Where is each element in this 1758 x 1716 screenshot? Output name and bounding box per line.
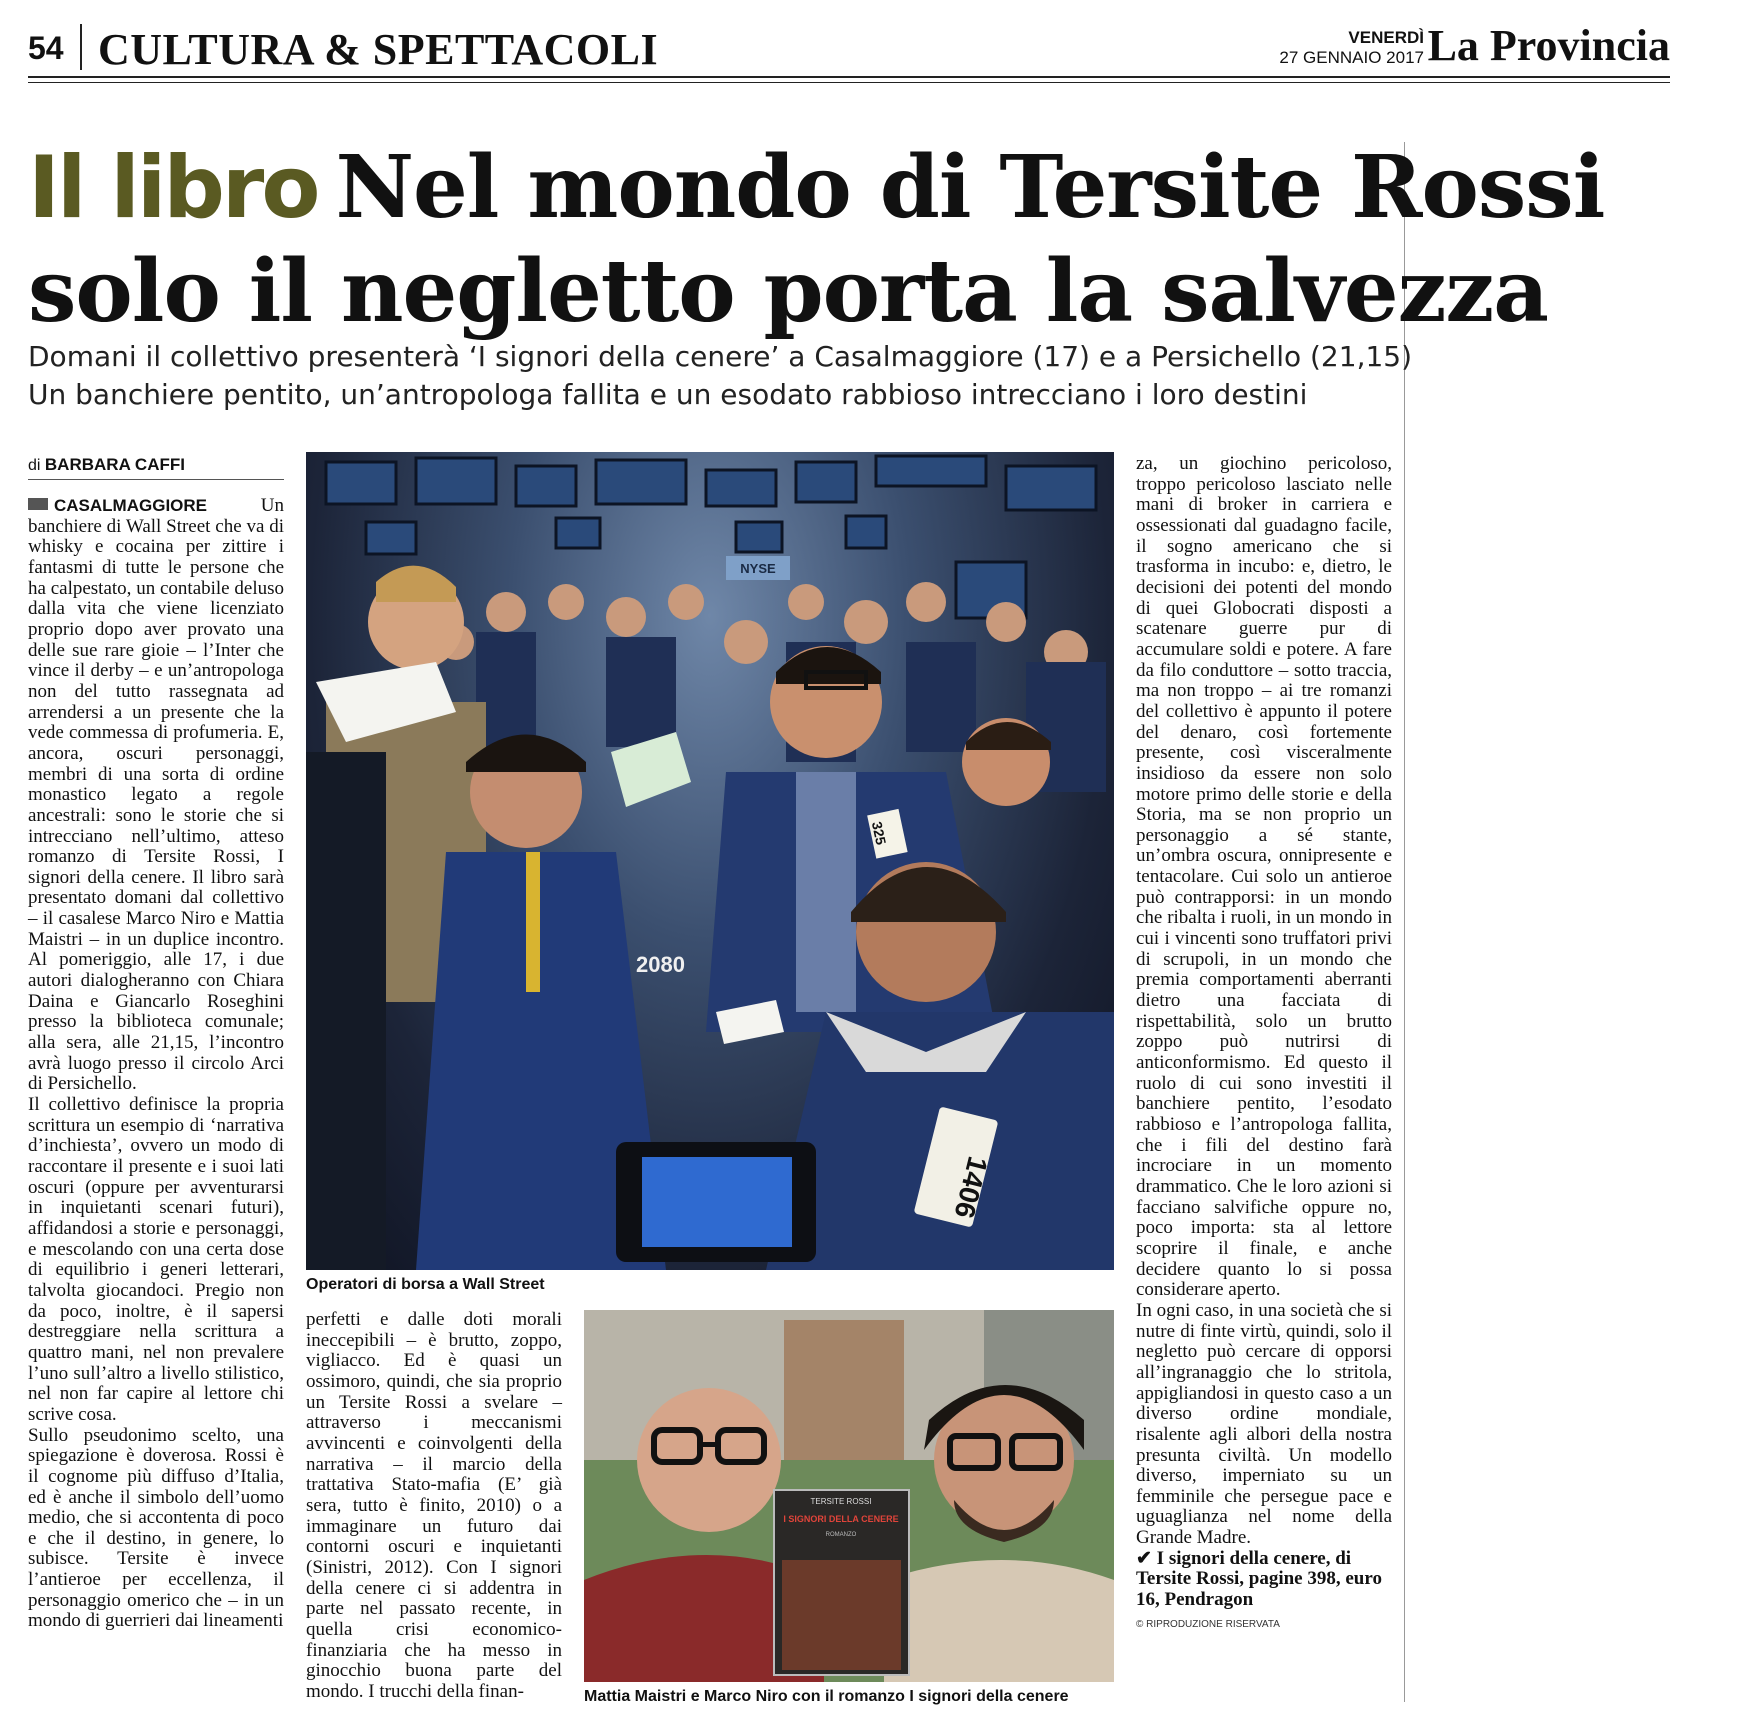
authors-illustration [584,1310,1114,1682]
byline-prefix: di [28,457,41,474]
kicker: Il libro [28,138,318,238]
paragraph: Il collettivo definisce la propria scrittura un esempio di ‘narrativa d’inchiesta’, ovvero un modo di raccontare il presente e i suoi lati oscuri (oppure per avventurarsi in inquietanti scenari futuri), affidandosi a storie e personaggi, e mescolando con una certa dose di equilibrio i generi letterari, talvolta giocandoci. Pregio non da poco, inoltre, è il sapersi destreggiare nella scrittura a quattro mani, nel non prevalere l’uno sull’altro a livello stilistico, nel non far capire al lettore chi scrive cosa. [28,1094,284,1425]
text-column-1 [28,496,284,1632]
dateline: CASALMAGGIORE [54,496,207,515]
dateline-marker [28,498,48,510]
paragraph [28,496,284,1095]
trading-floor-illustration [306,452,1114,1270]
copyright-notice: © RIPRODUZIONE RISERVATA [1136,1618,1280,1630]
subhead-line-2: Un banchiere pentito, un’antropologa fallita e un esodato rabbioso intrecciano i loro destini [28,378,1308,411]
book-info: ✔ I signori della cenere, di Tersite Rossi, pagine 398, euro 16, Pendragon [1136,1547,1382,1611]
page-header [28,14,1670,74]
section-title: CULTURA & SPETTACOLI [98,25,659,74]
headline-line-2: solo il negletto porta la salvezza [28,241,1548,342]
paragraph-text: Un banchiere di Wall Street che va di whisky e cocaina per zittire i fantasmi di tutte le persone che ha calpestato, un contabile deluso dalla vita che viene licenziato proprio dopo aver provato una delle sue rare gioie – l’Inter che vince il derby – e un’antropologa non del tutto rassegnata ad arrendersi a un presente che la vede commessa di profumeria. E, ancora, oscuri personaggi, membri di una sorta di ordine monastico legato a regole ancestrali: sono le storie che si intrecciano nell’ultimo, atteso romanzo di Tersite Rossi, I signori della cenere. Il libro sarà presentato domani dal collettivo – il casalese Marco Niro e Mattia Maistri – in un duplice incontro. Al pomeriggio, alle 17, i due autori dialogheranno con Chiara Daina e Giancarlo Roseghini presso la biblioteca comunale; alla sera, alle 21,15, l’incontro avrà luogo presso il circolo Arci di Persichello. [28,495,284,1095]
book-subtitle-text: ROMANZO [825,1532,857,1538]
paragraph: Sullo pseudonimo scelto, una spiegazione è doverosa. Rossi è il cognome più diffuso d’Italia, ed è anche il simbolo dell’uomo medio, che si accontenta di poco e che il destino, in genere, lo subisce. Tersite è invece l’antieroe per eccellenza, il personaggio omerico che – in un mondo di guerrieri dai lineamenti [28,1424,284,1632]
masthead-logo: La Provincia [1427,21,1670,70]
byline [28,455,284,480]
byline-author: BARBARA CAFFI [44,455,185,474]
photo-authors [584,1310,1114,1682]
text-column-2 [306,1310,562,1702]
photo-caption: Mattia Maistri e Marco Niro con il romanzo I signori della cenere [584,1688,1069,1705]
issue-date [1279,28,1424,68]
subhead-line-1: Domani il collettivo presenterà ‘I signori della cenere’ a Casalmaggiore (17) e a Persichello (21,15) [28,340,1413,373]
header-rule-thin [28,82,1670,83]
badge-325: 325 [868,820,890,847]
issue-weekday: VENERDÌ [1348,28,1424,47]
header-rule [28,76,1670,78]
issue-date-text: 27 GENNAIO 2017 [1279,48,1424,67]
badge-1406: 1406 [948,1153,994,1222]
headline [28,136,1604,344]
photo-wall-street [306,452,1114,1270]
subheadline [28,338,1412,414]
page-number: 54 [28,30,64,66]
badge-2080: 2080 [636,952,685,977]
text-column-3 [1136,454,1392,1635]
book-author-text: TERSITE ROSSI [810,1497,872,1506]
paragraph: In ogni caso, in una società che si nutre di finte virtù, quindi, solo il negletto può cercare di opporsi all’ingranaggio che lo stritola, appigliandosi in questo caso a un diverso ordine mondiale, risalente agli albori della nostra presunta civiltà. Un modello diverso, imperniato su un femminile che persegue pace e uguaglianza nel nome della Grande Madre. [1136,1299,1392,1549]
headline-line-1: Nel mondo di Tersite Rossi [335,137,1605,238]
nyse-sign-text: NYSE [740,561,776,576]
paragraph: za, un giochino pericoloso, troppo pericoloso lasciato nelle mani di broker in carriera e ossessionati dal guadagno facile, il sogno americano che si trasforma in incubo: e, dietro, le decisioni dei potenti del mondo di quei Globocrati disposti a scatenare guerre pur di accumulare soldi e potere. A fare da filo conduttore – sotto traccia, ma non troppo – ai tre romanzi del collettivo è appunto il potere del denaro, così fortemente presente, così visceralmente insidioso da essere non solo motore primo delle storie e della Storia, ma se non proprio un personaggio a sé stante, un’ombra oscura, onnipresente e tentacolare. Cui solo un antieroe può contrapporsi: in un mondo che ribalta i ruoli, in un mondo in cui i vincenti sono truffatori privi di scrupoli, in un mondo che premia comportamenti aberranti dietro una facciata di rispettabilità, solo un brutto zoppo può nutrirsi di anticonformismo. Ed questo il ruolo di cui sono investiti il banchiere pentito, l’esodato rabbioso e l’antropologa fallita, che i fili del destino farà incrociare in un momento drammatico. Che le loro azioni si facciano salvifiche oppure no, poco importa: sta al lettore scoprire il finale, e anche decidere quanto lo si possa considerare aperto. [1136,453,1392,1301]
header-divider [80,24,82,70]
book-title-text: I SIGNORI DELLA CENERE [783,1514,899,1524]
paragraph: perfetti e dalle doti morali ineccepibili – è brutto, zoppo, vigliacco. Ed è quasi un ossimoro, quindi, che sia proprio un Tersite Rossi a svelare – attraverso i meccanismi avvincenti e coinvolgenti della narrativa – il marcio della trattativa Stato-mafia (E’ già sera, tutto è finito, 2010) o a immaginare un futuro dai contorni oscuri e inquietanti (Sinistri, 2012). Con I signori della cenere ci si addentra in parte nel passato recente, in quella crisi economico-finanziaria che ha messo in ginocchio buona parte del mondo. I trucchi della finan- [306,1309,562,1702]
photo-caption: Operatori di borsa a Wall Street [306,1276,545,1293]
